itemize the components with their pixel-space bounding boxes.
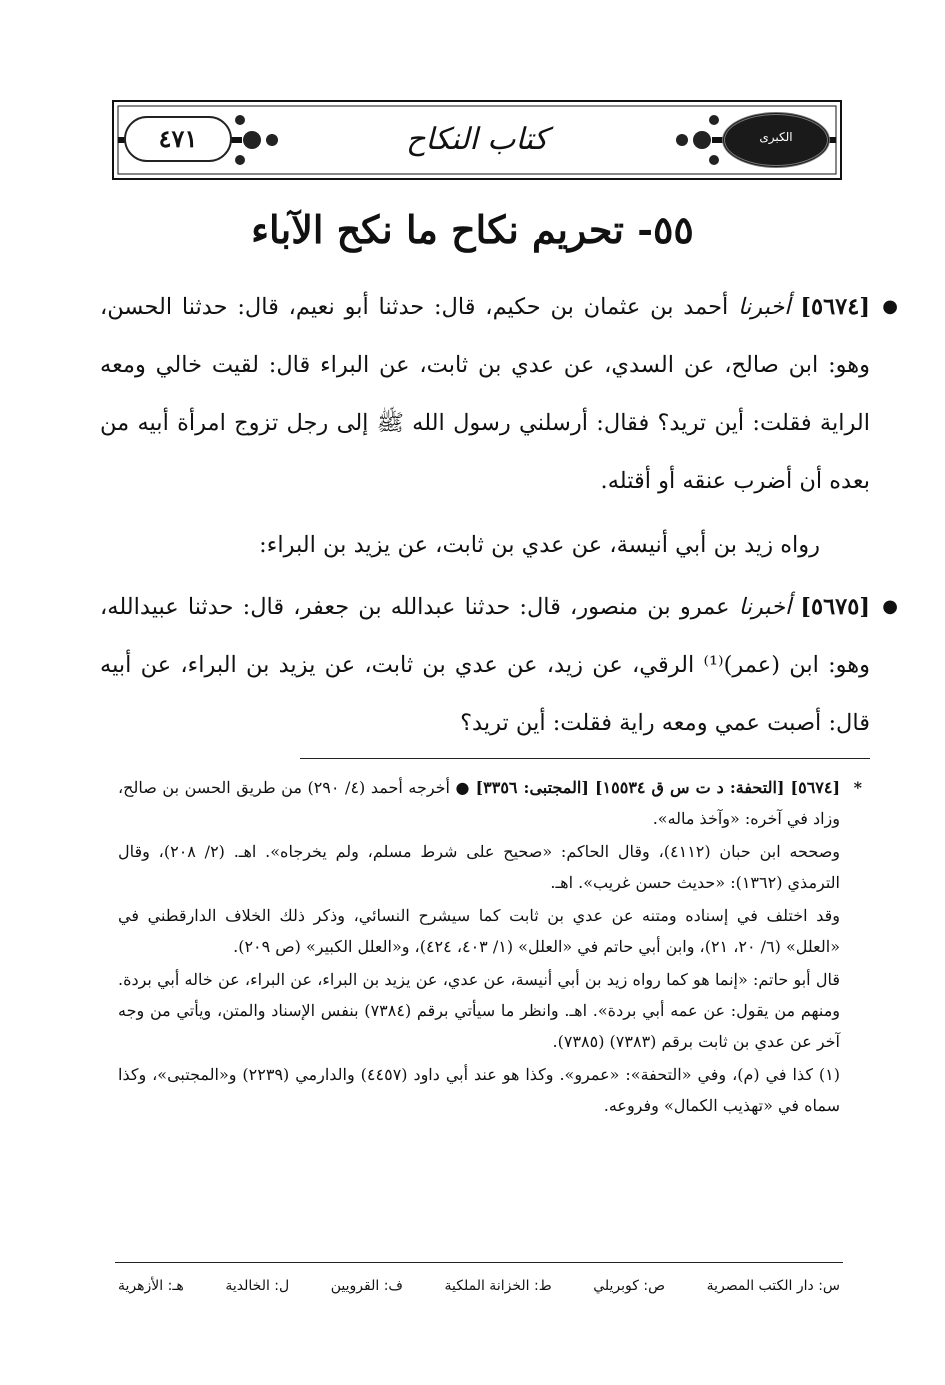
bullet-icon: ●: [882, 596, 898, 617]
emblem-logo: [722, 112, 830, 168]
riwaya-note: [100, 516, 870, 574]
footnote-divider: [300, 758, 870, 759]
footnote-line: (١) كذا في (م)، وفي «التحفة»: «عمرو». وكذا هو عند أبي داود (٤٤٥٧) والدارمي (٢٢٣٩) و«المجتبى»، وكذا سماه في «تهذيب الكمال» وفروعه.: [118, 1065, 840, 1115]
hadith-text: أحمد بن عثمان بن حكيم، قال: حدثنا أبو نعيم، قال: حدثنا الحسن، وهو: ابن صالح، عن السدي، عن عدي بن ثابت، عن البراء قال: لقيت خالي ومعه الراية فقلت: أين تريد؟ فقال: أرسلني رسول الله ﷺ إلى رجل تزوج امرأة أبيه من بعده أن أضرب عنقه أو أقتله.: [100, 294, 870, 494]
star-marker: *: [853, 778, 862, 797]
footnote-line: وقد اختلف في إسناده ومتنه عن عدي بن ثابت كما سيشرح النسائي، وذكر ذلك الخلاف الدارقطني في «العلل» (٦/ ٢٠، ٢١)، وابن أبي حاتم في «العلل» (١/ ٤٠٣، ٤٢٤)، و«العلل الكبير» (ص ٢٠٩).: [118, 906, 840, 956]
footnote-line: وصححه ابن حبان (٤١١٢)، وقال الحاكم: «صحيح على شرط مسلم، ولم يخرجاه». اهـ. (٢/ ٢٠٨)، وقال الترمذي (١٣٦٢): «حديث حسن غريب». اهـ.: [118, 842, 841, 892]
riwaya-text: رواه زيد بن أبي أنيسة، عن عدي بن ثابت، عن يزيد بن البراء:: [259, 532, 820, 558]
sigla-item: س: دار الكتب المصرية: [706, 1278, 840, 1294]
sigla-item: هـ: الأزهرية: [118, 1278, 184, 1294]
sigla-divider: [115, 1262, 843, 1263]
akhbarana-label: أخبرنا: [738, 594, 792, 620]
sigla-item: ص: كوبريلي: [593, 1278, 666, 1294]
sigla-item: ل: الخالدية: [225, 1278, 290, 1294]
akhbarana-label: أخبرنا: [738, 294, 791, 320]
hadith-number: [٥٦٧٤]: [800, 294, 871, 320]
footnote-ref: [٥٦٧٤] [التحفة: د ت س ق ١٥٥٣٤] [المجتبى: ٣٣٥٦]: [475, 778, 841, 797]
main-text: [100, 278, 898, 752]
sigla-item: ف: القرويين: [330, 1278, 403, 1294]
hadith-text: عمرو بن منصور، قال: حدثنا عبدالله بن جعفر، قال: حدثنا عبيدالله، وهو: ابن (عمر)⁽¹⁾ الرقي، عن زيد، عن عدي بن ثابت، عن يزيد بن البراء، عن أبيه قال: أصبت عمي ومعه راية فقلت: أين تريد؟: [100, 594, 870, 736]
book-title: كتاب النكاح: [406, 122, 548, 157]
footnotes: [118, 772, 862, 1123]
footnote-takhrij: [118, 772, 862, 834]
bullet-icon: ●: [882, 296, 898, 317]
emblem-text: الكبرى: [759, 130, 793, 144]
sigla-item: ط: الخزانة الملكية: [444, 1278, 552, 1294]
hadith-5675: [100, 578, 898, 752]
page-number: ٤٧١: [124, 116, 232, 162]
hadith-number: [٥٦٧٥]: [800, 594, 871, 620]
hadith-5674: [100, 278, 898, 510]
page-header: [112, 100, 842, 180]
footnote-line: ● أخرجه أحمد (٤/ ٢٩٠) من طريق الحسن بن صالح، وزاد في آخره: «وآخذ ماله».: [118, 778, 840, 828]
manuscript-sigla: [118, 1274, 840, 1298]
footnote-line: قال أبو حاتم: «إنما هو كما رواه زيد بن أبي أنيسة، عن عدي، عن يزيد بن البراء، عن البراء، عن خاله أبي بردة. ومنهم من يقول: عن عمه أبي بردة». اهـ. وانظر ما سيأتي برقم (٧٣٨٤) بنفس الإسناد والمتن، ويأتي من وجه آخر عن عدي بن ثابت برقم (٧٣٨٣) (٧٣٨٥).: [118, 970, 841, 1051]
chapter-title: ٥٥- تحريم نكاح ما نكح الآباء: [251, 207, 694, 252]
